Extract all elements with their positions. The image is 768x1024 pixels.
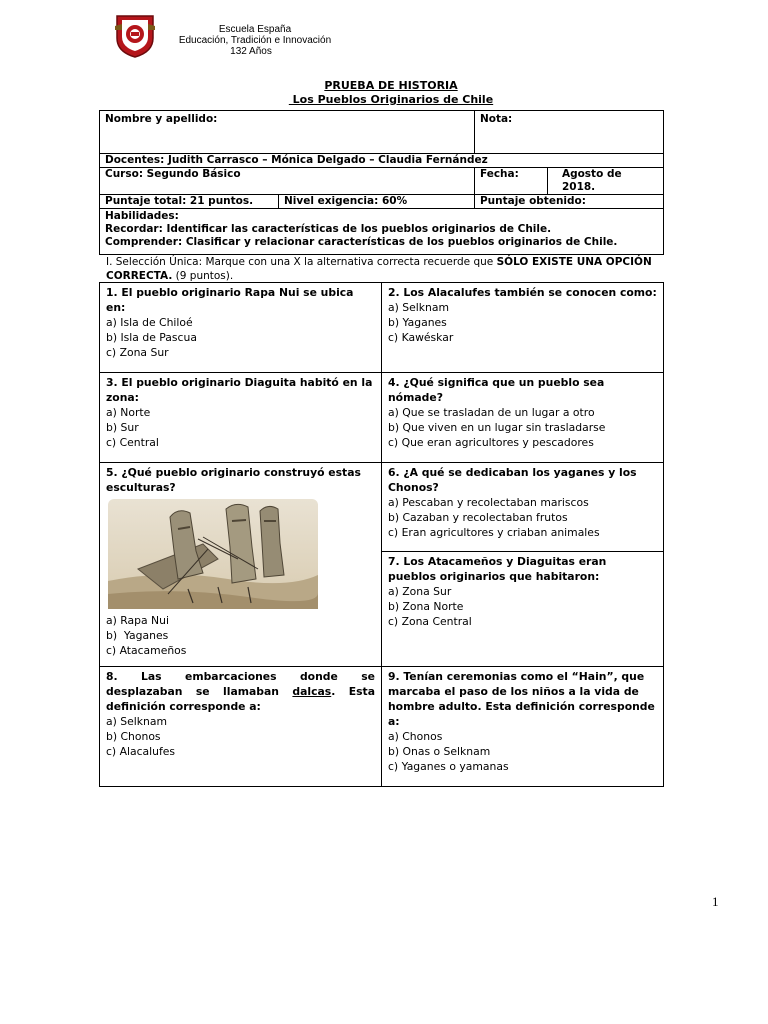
option-a[interactable]: a) Rapa Nui <box>106 614 169 627</box>
school-motto: Educación, Tradición e Innovación <box>178 35 332 46</box>
question-7 <box>382 552 664 667</box>
option-c[interactable]: c) Zona Central <box>388 615 472 628</box>
option-c[interactable]: c) Central <box>106 436 159 449</box>
teachers-row: Docentes: Judith Carrasco – Mónica Delgado – Claudia Fernández <box>100 154 664 168</box>
moai-statues-image <box>108 499 318 609</box>
option-b[interactable]: b) Chonos <box>106 730 161 743</box>
option-c[interactable]: c) Kawéskar <box>388 331 454 344</box>
school-name: Escuela España <box>218 24 292 35</box>
question-title: 4. ¿Qué significa que un pueblo sea nómade? <box>388 376 605 404</box>
skill-understand: Comprender: Clasificar y relacionar características de los pueblos originarios de Chile. <box>105 236 618 248</box>
school-years: 132 Años <box>230 46 272 57</box>
score-obtained: Puntaje obtenido: <box>474 195 663 209</box>
option-a[interactable]: a) Selknam <box>388 301 449 314</box>
option-a[interactable]: a) Chonos <box>388 730 443 743</box>
question-6 <box>382 463 664 552</box>
option-b[interactable]: b) Zona Norte <box>388 600 464 613</box>
skills-cell <box>100 209 664 255</box>
option-b[interactable]: b) Que viven en un lugar sin trasladarse <box>388 421 606 434</box>
test-titles <box>100 79 682 107</box>
option-b[interactable]: b) Yaganes <box>106 629 169 642</box>
name-label: Nombre y apellido: <box>105 113 218 125</box>
skills-label: Habilidades: <box>105 210 179 222</box>
name-field[interactable] <box>100 111 475 154</box>
question-8 <box>100 667 382 787</box>
option-b[interactable]: b) Sur <box>106 421 139 434</box>
grade-field[interactable] <box>474 111 663 154</box>
school-header <box>160 24 350 57</box>
total-score: Puntaje total: 21 puntos. <box>100 195 279 209</box>
option-b[interactable]: b) Cazaban y recolectaban frutos <box>388 511 568 524</box>
option-c[interactable]: c) Que eran agricultores y pescadores <box>388 436 594 449</box>
option-c[interactable]: c) Zona Sur <box>106 346 169 359</box>
date-value: Agosto de 2018. <box>547 168 663 195</box>
option-a[interactable]: a) Norte <box>106 406 151 419</box>
option-a[interactable]: a) Zona Sur <box>388 585 452 598</box>
option-b[interactable]: b) Yaganes <box>388 316 447 329</box>
section-text: Marque con una X la alternativa correcta recuerde que <box>202 256 497 268</box>
question-title: 1. El pueblo originario Rapa Nui se ubica en: <box>106 286 354 314</box>
section-emphasis: SÓLO EXISTE UNA OPCIÓN CORRECTA. <box>106 256 652 282</box>
skill-remember: Recordar: Identificar las características de los pueblos originarios de Chile. <box>105 223 552 235</box>
question-title: 3. El pueblo originario Diaguita habitó en la zona: <box>106 376 373 404</box>
option-c[interactable]: c) Yaganes o yamanas <box>388 760 509 773</box>
option-a[interactable]: a) Selknam <box>106 715 167 728</box>
student-info-table <box>99 110 664 255</box>
underlined-term: dalcas <box>292 685 332 698</box>
question-title: 7. Los Atacameños y Diaguitas eran pueblos originarios que habitaron: <box>388 555 607 583</box>
option-c[interactable]: c) Eran agricultores y criaban animales <box>388 526 600 539</box>
questions-table <box>99 282 664 787</box>
demand-level: Nivel exigencia: 60% <box>279 195 475 209</box>
option-c[interactable]: c) Atacameños <box>106 644 187 657</box>
test-title: PRUEBA DE HISTORIA <box>324 79 458 92</box>
section-points: (9 puntos). <box>172 270 234 282</box>
test-subtitle: Los Pueblos Originarios de Chile <box>288 93 494 106</box>
course-cell: Curso: Segundo Básico <box>100 168 475 195</box>
question-title: 9. Tenían ceremonias como el “Hain”, que marcaba el paso de los niños a la vida de hombre adulto. Esta definición corresponde a: <box>388 670 655 728</box>
date-label: Fecha: <box>474 168 547 195</box>
question-3 <box>100 373 382 463</box>
question-2 <box>382 283 664 373</box>
page-number: 1 <box>712 894 719 909</box>
question-4 <box>382 373 664 463</box>
grade-label: Nota: <box>479 113 513 125</box>
option-c[interactable]: c) Alacalufes <box>106 745 176 758</box>
section-instructions <box>106 255 666 283</box>
option-b[interactable]: b) Isla de Pascua <box>106 331 197 344</box>
option-a[interactable]: a) Isla de Chiloé <box>106 316 193 329</box>
question-5 <box>100 463 382 667</box>
question-9 <box>382 667 664 787</box>
question-title: 2. Los Alacalufes también se conocen como: <box>388 286 657 299</box>
question-title-part: . Esta definición corresponde a: <box>106 685 376 713</box>
question-title <box>106 669 375 714</box>
question-title-part: 8. Las embarcaciones donde se desplazaban se llamaban <box>106 670 375 698</box>
section-heading: I. Selección Única: <box>106 256 203 268</box>
question-title: 6. ¿A qué se dedicaban los yaganes y los Chonos? <box>388 466 637 494</box>
question-title: 5. ¿Qué pueblo originario construyó estas esculturas? <box>106 466 361 494</box>
question-1 <box>100 283 382 373</box>
option-a[interactable]: a) Que se trasladan de un lugar a otro <box>388 406 595 419</box>
option-a[interactable]: a) Pescaban y recolectaban mariscos <box>388 496 589 509</box>
school-crest-logo <box>113 12 157 58</box>
option-b[interactable]: b) Onas o Selknam <box>388 745 491 758</box>
